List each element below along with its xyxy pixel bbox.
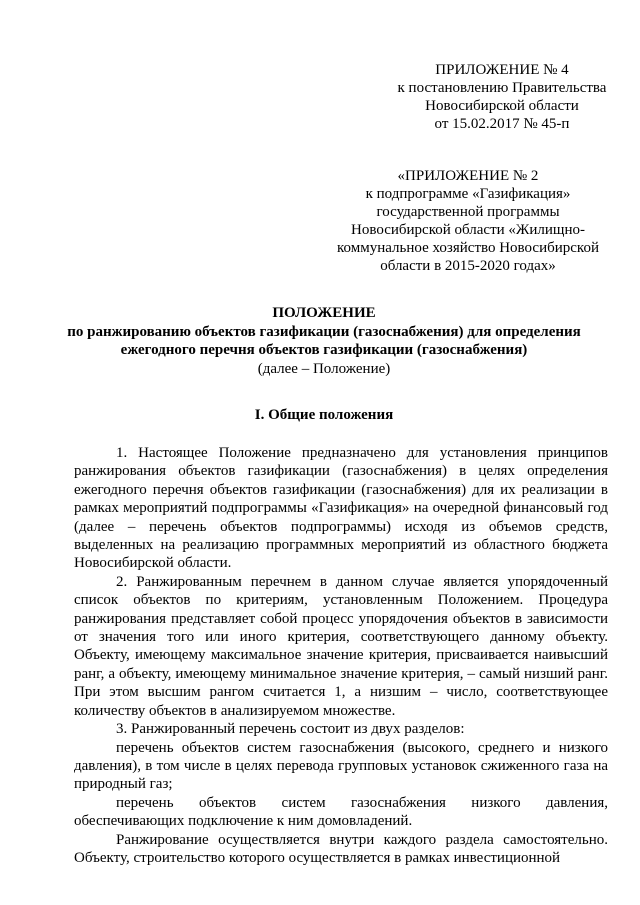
paragraph: перечень объектов систем газоснабжения (высокого, среднего и низкого давления), в том числе в целях перевода групповых установок сжиженного газа на природный газ; [74, 739, 608, 793]
paragraph: Ранжирование осуществляется внутри каждого раздела самостоятельно. Объекту, строительство которого осуществляется в рамках инвестиционной [74, 831, 608, 866]
annex1-line: Новосибирской области [425, 98, 579, 114]
annex2-line: области в 2015-2020 годах» [380, 258, 556, 274]
document-body [74, 444, 608, 867]
annex2-line: Новосибирской области «Жилищно- [351, 222, 585, 238]
annex1-line: ПРИЛОЖЕНИЕ № 4 [435, 62, 569, 78]
annex2-line: государственной программы [376, 204, 560, 220]
annex1-line: к постановлению Правительства [397, 80, 607, 96]
paragraph: перечень объектов систем газоснабжения низкого давления, обеспечивающих подключение к ним домовладений. [74, 794, 608, 830]
document-heading: ПОЛОЖЕНИЕ [272, 305, 376, 321]
document-subtitle-line: ежегодного перечня объектов газификации (газоснабжения) [120, 342, 528, 358]
paragraph: 1. Настоящее Положение предназначено для установления принципов ранжирования объектов газификации (газоснабжения) в целях определения ежегодного перечня объектов газификации (газоснабжения) для их реализации в рамках мероприятий подпрограммы «Газификация» на очередной финансовый год (далее – перечень объектов подпрограммы) исходя из объемов средств, выделенных на реализацию программных мероприятий из областного бюджета Новосибирской области. [74, 445, 608, 572]
annex1-line: от 15.02.2017 № 45-п [434, 116, 570, 132]
annex-stamp-primary [382, 61, 622, 133]
document-title-block [40, 304, 608, 378]
section-title: I. Общие положения [254, 407, 394, 423]
document-subtitle-line: по ранжированию объектов газификации (газоснабжения) для определения [67, 323, 581, 340]
annex2-line: коммунальное хозяйство Новосибирской [337, 240, 599, 256]
paragraph: 2. Ранжированным перечнем в данном случае является упорядоченный список объектов по критериям, установленным Положением. Процедура ранжирования представляет собой процесс упорядочения объектов в зависимости от значения того или иного критерия, соответствующего данному объекту. Объекту, имеющему максимальное значение критерия, присваивается наивысший ранг, а объекту, имеющему минимальное значение критерия, – самый низший ранг. При этом высшим рангом считается 1, а низшим – число, соответствующее количеству объектов в анализируемом множестве. [74, 573, 608, 719]
document-abbreviation-note: (далее – Положение) [257, 360, 391, 377]
paragraph: 3. Ранжированный перечень состоит из двух разделов: [116, 721, 465, 738]
annex-stamp-secondary [318, 167, 618, 275]
annex2-line: «ПРИЛОЖЕНИЕ № 2 [397, 168, 539, 184]
annex2-line: к подпрограмме «Газификация» [365, 186, 571, 202]
